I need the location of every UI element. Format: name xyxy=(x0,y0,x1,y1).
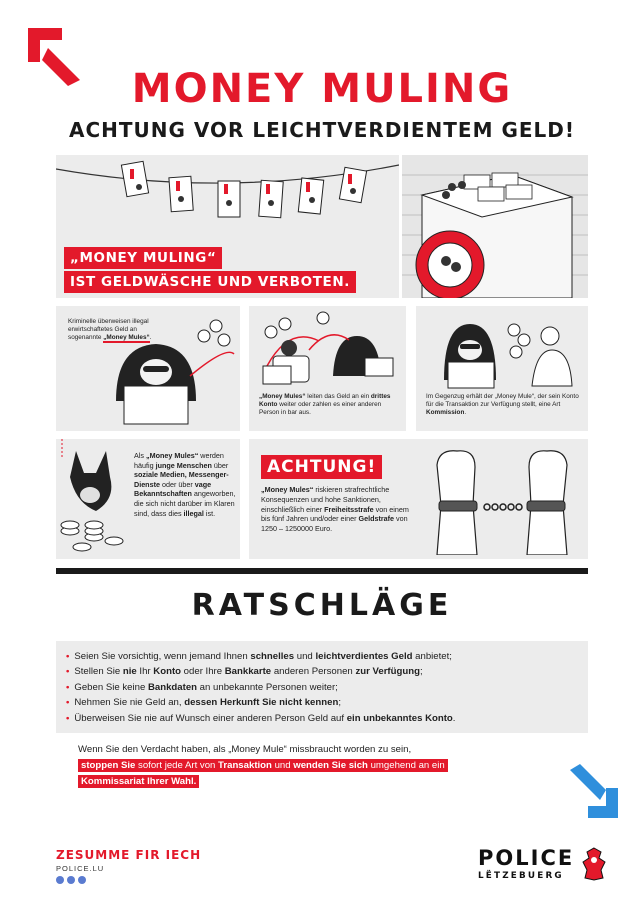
closing-text: Wenn Sie den Verdacht haben, als „Money Mule“ missbraucht worden zu sein, stoppen Sie sofort jede Art von Transaktion und wenden Sie sich umgehend an ein Kommissariat Ihrer Wahl. xyxy=(78,742,548,790)
instagram-icon[interactable] xyxy=(78,876,86,884)
footer-slogan: ZESUMME FIR IECH xyxy=(56,848,202,862)
advice-title: RATSCHLÄGE xyxy=(191,588,453,623)
bullet-icon: • xyxy=(66,651,70,662)
step3-panel xyxy=(416,306,588,431)
advice-list xyxy=(66,649,455,726)
footer-website: POLICE.LU xyxy=(56,864,105,873)
handcuffed-fists-icon xyxy=(427,445,577,555)
advice-item: • Geben Sie keine Bankdaten an unbekannte Personen weiter; xyxy=(66,681,338,693)
police-logo-country: LËTZEBUERG xyxy=(478,871,564,881)
police-logo-word: POLICE xyxy=(478,846,575,870)
washing-machine-illustration xyxy=(402,155,588,298)
advice-item: • Überweisen Sie nie auf Wunsch einer anderen Person Geld auf ein unbekanntes Konto. xyxy=(66,712,456,724)
recruitment-panel xyxy=(56,439,240,559)
bullet-icon: • xyxy=(66,697,70,709)
warning-text: „Money Mules“ riskieren strafrechtliche Konsequenzen und hohe Sanktionen, einschließlich einer Freiheitsstrafe von einem bis fünf Jahren und/oder einer Geldstrafe von 1250 – 1250000 Euro. xyxy=(261,485,409,534)
warning-panel xyxy=(249,439,588,559)
advice-item: • Seien Sie vorsichtig, wenn jemand Ihnen schnelles und leichtverdientes Geld anbietet; xyxy=(66,651,452,662)
step2-text: „Money Mules“ leiten das Geld an ein drittes Konto weiter oder zahlen es einer anderen Person in bar aus. xyxy=(259,393,391,417)
police-logo xyxy=(478,846,613,881)
hero-panel xyxy=(56,155,399,298)
footer-brand-block xyxy=(56,848,201,884)
hero-statement xyxy=(64,247,356,295)
lion-crest-icon xyxy=(579,846,609,882)
warning-badge: ACHTUNG! xyxy=(261,455,382,479)
step1-panel xyxy=(56,306,240,431)
advice-item: • Stellen Sie nie Ihr Konto oder Ihre Bankkarte anderen Personen zur Verfügung; xyxy=(66,666,423,678)
twitter-icon[interactable] xyxy=(67,876,75,884)
advice-item: • Nehmen Sie nie Geld an, dessen Herkunft Sie nicht kennen; xyxy=(66,697,341,709)
hero-statement-line-1: „MONEY MULING“ xyxy=(64,247,222,269)
facebook-icon[interactable] xyxy=(56,876,64,884)
social-icons xyxy=(56,876,201,884)
bullet-icon: • xyxy=(66,666,70,678)
recruitment-text: Als „Money Mules“ werden häufig junge Menschen über soziale Medien, Messenger-Dienste oder über vage Bekanntschaften angeworben, die sich nicht darüber im Klaren sind, dass dies illegal ist. xyxy=(134,451,236,518)
step1-text: Kriminelle überweisen illegal erwirtschaftetes Geld an sogenannte „Money Mules“. xyxy=(68,318,152,342)
hero-statement-line-2: IST GELDWÄSCHE UND VERBOTEN. xyxy=(64,271,356,293)
step3-text: Im Gegenzug erhält der „Money Mule“, der sein Konto für die Transaktion zur Verfügung stellt, eine Art Kommission. xyxy=(426,393,579,417)
section-divider xyxy=(56,568,588,574)
washing-machine-panel xyxy=(402,155,588,298)
advice-box xyxy=(56,641,588,733)
bullet-icon: • xyxy=(66,712,70,724)
bullet-icon: • xyxy=(66,681,70,693)
donkey-coins-illustration xyxy=(56,439,136,559)
page-title: MONEY MULING xyxy=(131,66,513,112)
page-subtitle: ACHTUNG VOR LEICHTVERDIENTEM GELD! xyxy=(69,118,575,142)
corner-arrow-blue xyxy=(562,762,618,818)
hacker-laptop-illustration xyxy=(56,306,240,431)
step2-panel xyxy=(249,306,406,431)
